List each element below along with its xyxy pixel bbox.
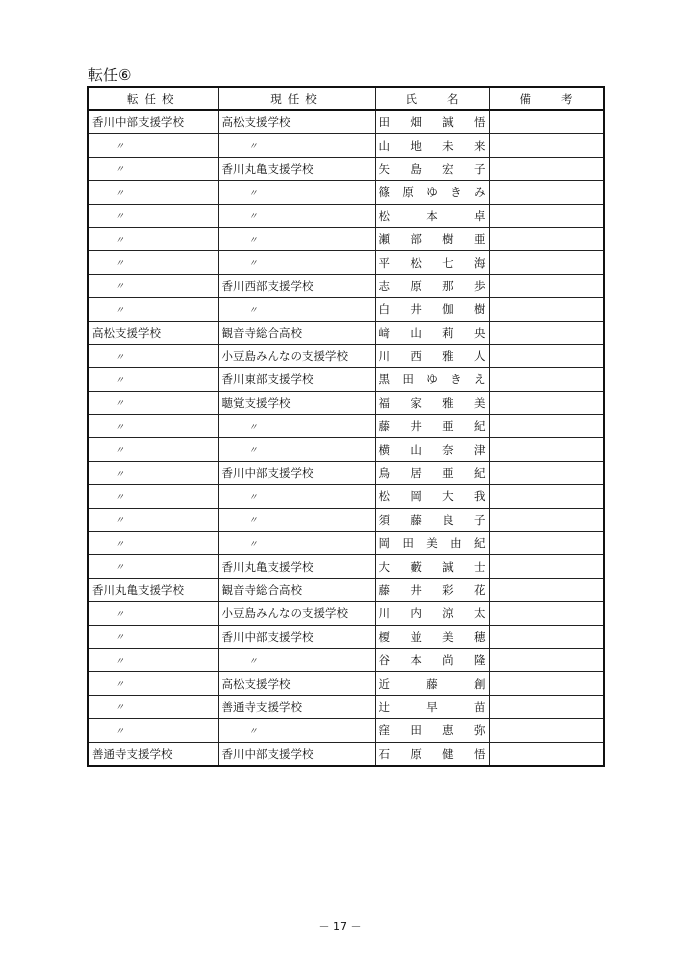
name-cell: [375, 438, 489, 461]
name-char: 松: [410, 255, 422, 270]
name-char: 奈: [442, 442, 454, 457]
table-row: [88, 695, 604, 718]
current-school-cell: 小豆島みんなの支援学校: [218, 602, 375, 625]
current-school-cell: 香川中部支援学校: [218, 461, 375, 484]
name-char: み: [474, 185, 486, 200]
name-char: 大: [378, 559, 390, 574]
name-cell: [375, 344, 489, 367]
transfer-to-cell: 〃: [88, 695, 218, 718]
current-school-cell: 高松支援学校: [218, 672, 375, 695]
name-cell: [375, 204, 489, 227]
name-chars: [379, 629, 486, 645]
name-char: 美: [442, 629, 454, 644]
name-char: 央: [473, 325, 486, 340]
remarks-cell: [489, 742, 604, 766]
name-chars: [379, 208, 486, 224]
table-row: [88, 251, 604, 274]
name-char: 井: [410, 419, 422, 434]
name-char: 涼: [442, 606, 454, 621]
current-school-cell: 観音寺総合高校: [218, 578, 375, 601]
transfer-to-cell: 〃: [88, 461, 218, 484]
remarks-cell: [489, 461, 604, 484]
current-school-cell: 聴覚支援学校: [218, 391, 375, 414]
name-char: 創: [474, 676, 486, 691]
name-cell: [375, 508, 489, 531]
name-char: 近: [378, 676, 390, 691]
name-char: 藤: [378, 583, 390, 597]
name-cell: [375, 274, 489, 297]
name-cell: [375, 532, 489, 555]
name-char: 鳥: [378, 466, 390, 481]
table-row: [88, 134, 604, 157]
name-char: 井: [410, 583, 422, 597]
name-char: 花: [473, 583, 486, 597]
name-chars: [379, 255, 486, 271]
name-char: 樹: [473, 302, 486, 317]
remarks-cell: [489, 391, 604, 414]
name-chars: [379, 465, 486, 481]
name-char: 彩: [442, 583, 454, 597]
name-char: 田: [410, 723, 422, 738]
name-char: 居: [410, 466, 422, 481]
name-char: 須: [378, 512, 390, 527]
header-remarks: 備考: [489, 87, 604, 110]
name-char: 川: [378, 349, 390, 364]
name-char: 早: [426, 699, 438, 714]
name-char: 紀: [474, 536, 486, 551]
current-school-cell: 〃: [218, 227, 375, 250]
table-row: [88, 181, 604, 204]
table-row: [88, 625, 604, 648]
remarks-cell: [489, 719, 604, 742]
name-char: 人: [473, 349, 486, 364]
name-char: 松: [378, 208, 390, 223]
name-char: 岡: [410, 489, 422, 504]
current-school-cell: 〃: [218, 415, 375, 438]
name-cell: [375, 625, 489, 648]
transfer-to-cell: 〃: [88, 204, 218, 227]
current-school-cell: 〃: [218, 648, 375, 671]
table-row: [88, 438, 604, 461]
name-char: ゆ: [426, 185, 438, 200]
name-char: 恵: [442, 723, 454, 738]
name-char: 篠: [378, 185, 390, 200]
name-cell: [375, 555, 489, 578]
remarks-cell: [489, 274, 604, 297]
name-chars: [379, 395, 486, 411]
name-char: 白: [378, 302, 390, 317]
remarks-cell: [489, 648, 604, 671]
table-row: [88, 157, 604, 180]
name-chars: [379, 114, 486, 130]
table-row: [88, 461, 604, 484]
name-char: 樹: [442, 232, 454, 247]
name-char: 雅: [442, 395, 454, 410]
transfer-to-cell: 〃: [88, 251, 218, 274]
name-char: 平: [378, 255, 390, 270]
transfer-to-cell: 香川丸亀支援学校: [88, 578, 218, 601]
name-cell: [375, 391, 489, 414]
remarks-cell: [489, 321, 604, 344]
name-chars: [379, 371, 486, 387]
name-char: 美: [473, 395, 486, 410]
name-char: 子: [473, 161, 486, 176]
name-char: 松: [378, 489, 390, 504]
name-chars: [379, 442, 486, 458]
transfer-table: [87, 86, 605, 767]
transfer-to-cell: 〃: [88, 625, 218, 648]
current-school-cell: 〃: [218, 251, 375, 274]
transfer-to-cell: 〃: [88, 368, 218, 391]
name-cell: [375, 181, 489, 204]
remarks-cell: [489, 204, 604, 227]
name-cell: [375, 578, 489, 601]
name-chars: [379, 161, 486, 177]
name-char: き: [450, 185, 462, 200]
name-char: 山: [410, 325, 422, 340]
name-cell: [375, 227, 489, 250]
name-char: 太: [473, 606, 486, 621]
name-char: 並: [410, 629, 422, 644]
transfer-to-cell: 〃: [88, 157, 218, 180]
name-char: 家: [410, 395, 422, 410]
current-school-cell: 香川西部支援学校: [218, 274, 375, 297]
name-char: 誠: [442, 559, 454, 574]
name-char: 尚: [442, 653, 454, 668]
name-char: 岡: [378, 536, 390, 551]
remarks-cell: [489, 578, 604, 601]
table-row: [88, 532, 604, 555]
table-row: [88, 110, 604, 134]
name-char: 山: [378, 138, 390, 153]
name-char: 大: [442, 489, 454, 504]
table-row: [88, 648, 604, 671]
current-school-cell: 〃: [218, 438, 375, 461]
name-cell: [375, 251, 489, 274]
name-cell: [375, 368, 489, 391]
name-char: 島: [410, 161, 422, 176]
current-school-cell: 〃: [218, 134, 375, 157]
name-char: 福: [378, 395, 390, 410]
table-row: [88, 274, 604, 297]
table-row: [88, 368, 604, 391]
table-row: [88, 227, 604, 250]
name-char: 瀬: [378, 232, 390, 247]
name-chars: [379, 676, 486, 692]
name-char: 歩: [473, 278, 486, 293]
table-row: [88, 321, 604, 344]
name-char: 本: [410, 653, 422, 668]
transfer-to-cell: 〃: [88, 274, 218, 297]
name-char: 地: [410, 138, 422, 153]
name-chars: [379, 699, 486, 715]
name-char: 藪: [410, 559, 422, 574]
name-char: 川: [378, 606, 390, 621]
current-school-cell: 観音寺総合高校: [218, 321, 375, 344]
name-cell: [375, 134, 489, 157]
name-cell: [375, 742, 489, 766]
section-title: 転任⑥: [88, 66, 132, 84]
transfer-to-cell: 〃: [88, 672, 218, 695]
name-char: 石: [378, 746, 390, 761]
current-school-cell: 〃: [218, 298, 375, 321]
name-char: 﨑: [378, 325, 390, 340]
current-school-cell: 善通寺支援学校: [218, 695, 375, 718]
name-char: 谷: [378, 653, 390, 668]
name-char: 悟: [473, 746, 486, 761]
current-school-cell: 香川丸亀支援学校: [218, 555, 375, 578]
name-chars: [379, 582, 486, 598]
name-char: 宏: [442, 161, 454, 176]
page-number: － 17 －: [318, 920, 362, 933]
name-char: 黒: [378, 372, 390, 387]
name-chars: [379, 512, 486, 528]
name-char: 志: [378, 278, 390, 293]
current-school-cell: 香川中部支援学校: [218, 625, 375, 648]
remarks-cell: [489, 602, 604, 625]
remarks-cell: [489, 181, 604, 204]
transfer-to-cell: 〃: [88, 227, 218, 250]
name-cell: [375, 321, 489, 344]
name-cell: [375, 695, 489, 718]
transfer-to-cell: 〃: [88, 344, 218, 367]
name-cell: [375, 672, 489, 695]
name-char: 井: [410, 302, 422, 317]
current-school-cell: 〃: [218, 181, 375, 204]
name-char: 亜: [442, 466, 454, 481]
name-char: 亜: [442, 419, 454, 434]
name-char: 内: [410, 606, 422, 621]
name-char: 七: [442, 255, 454, 270]
remarks-cell: [489, 298, 604, 321]
name-chars: [379, 184, 486, 200]
name-char: 弥: [473, 723, 486, 738]
name-chars: [379, 278, 486, 294]
remarks-cell: [489, 508, 604, 531]
transfer-to-cell: 高松支援学校: [88, 321, 218, 344]
name-cell: [375, 461, 489, 484]
transfer-to-cell: 〃: [88, 508, 218, 531]
name-char: 我: [473, 489, 486, 504]
remarks-cell: [489, 555, 604, 578]
name-char: 本: [426, 208, 438, 223]
name-cell: [375, 415, 489, 438]
name-char: き: [450, 372, 462, 387]
name-char: 津: [473, 442, 486, 457]
current-school-cell: 〃: [218, 508, 375, 531]
name-char: 士: [473, 559, 486, 574]
name-char: 那: [442, 278, 454, 293]
name-cell: [375, 110, 489, 134]
name-char: 原: [402, 185, 414, 200]
name-chars: [379, 535, 486, 551]
name-char: 藤: [378, 419, 390, 434]
name-char: 辻: [378, 699, 390, 714]
name-char: 苗: [474, 699, 486, 714]
name-char: 榎: [378, 629, 390, 644]
transfer-to-cell: 香川中部支援学校: [88, 110, 218, 134]
name-char: 伽: [442, 302, 454, 317]
current-school-cell: 香川中部支援学校: [218, 742, 375, 766]
remarks-cell: [489, 438, 604, 461]
name-chars: [379, 559, 486, 575]
name-char: 雅: [442, 349, 454, 364]
current-school-cell: 〃: [218, 485, 375, 508]
name-chars: [379, 231, 486, 247]
current-school-cell: 〃: [218, 532, 375, 555]
name-char: 来: [473, 138, 486, 153]
name-char: 田: [402, 536, 414, 551]
name-char: ゆ: [426, 372, 438, 387]
name-char: 山: [410, 442, 422, 457]
name-char: 悟: [473, 115, 486, 130]
remarks-cell: [489, 485, 604, 508]
name-char: 紀: [473, 466, 486, 481]
name-chars: [379, 746, 486, 762]
remarks-cell: [489, 344, 604, 367]
name-char: 莉: [442, 325, 454, 340]
name-cell: [375, 602, 489, 625]
name-chars: [379, 722, 486, 738]
name-char: 横: [378, 442, 390, 457]
header-current-school: 現任校: [218, 87, 375, 110]
name-char: 隆: [473, 653, 486, 668]
name-cell: [375, 648, 489, 671]
name-char: 西: [410, 349, 422, 364]
name-char: 穂: [473, 629, 486, 644]
transfer-to-cell: 〃: [88, 602, 218, 625]
name-chars: [379, 418, 486, 434]
transfer-to-cell: 〃: [88, 648, 218, 671]
table-row: [88, 742, 604, 766]
table-header-row: [88, 87, 604, 110]
table-row: [88, 578, 604, 601]
remarks-cell: [489, 695, 604, 718]
table-row: [88, 485, 604, 508]
remarks-cell: [489, 532, 604, 555]
remarks-cell: [489, 251, 604, 274]
current-school-cell: 高松支援学校: [218, 110, 375, 134]
name-char: え: [474, 372, 486, 387]
remarks-cell: [489, 368, 604, 391]
name-chars: [379, 138, 486, 154]
name-chars: [379, 488, 486, 504]
transfer-to-cell: 善通寺支援学校: [88, 742, 218, 766]
name-char: 亜: [473, 232, 486, 247]
current-school-cell: 香川東部支援学校: [218, 368, 375, 391]
name-char: 良: [442, 512, 454, 527]
name-char: 誠: [442, 115, 454, 130]
transfer-to-cell: 〃: [88, 532, 218, 555]
name-chars: [379, 325, 486, 341]
table-row: [88, 415, 604, 438]
transfer-to-cell: 〃: [88, 134, 218, 157]
name-cell: [375, 485, 489, 508]
name-char: 由: [450, 536, 462, 551]
name-char: 畑: [410, 115, 422, 130]
name-char: 子: [473, 512, 486, 527]
table-row: [88, 391, 604, 414]
name-char: 田: [378, 115, 390, 130]
name-char: 原: [410, 278, 422, 293]
name-cell: [375, 298, 489, 321]
transfer-to-cell: 〃: [88, 438, 218, 461]
name-char: 田: [402, 372, 414, 387]
table-row: [88, 672, 604, 695]
transfer-to-cell: 〃: [88, 719, 218, 742]
current-school-cell: 小豆島みんなの支援学校: [218, 344, 375, 367]
remarks-cell: [489, 157, 604, 180]
name-char: 矢: [378, 161, 390, 176]
name-char: 紀: [473, 419, 486, 434]
name-char: 卓: [474, 208, 486, 223]
current-school-cell: 〃: [218, 204, 375, 227]
header-name: 氏名: [375, 87, 489, 110]
name-chars: [379, 348, 486, 364]
name-char: 原: [410, 746, 422, 761]
current-school-cell: 〃: [218, 719, 375, 742]
remarks-cell: [489, 672, 604, 695]
remarks-cell: [489, 625, 604, 648]
transfer-to-cell: 〃: [88, 415, 218, 438]
table-row: [88, 602, 604, 625]
table-row: [88, 719, 604, 742]
remarks-cell: [489, 110, 604, 134]
name-chars: [379, 652, 486, 668]
current-school-cell: 香川丸亀支援学校: [218, 157, 375, 180]
name-cell: [375, 157, 489, 180]
table-row: [88, 298, 604, 321]
name-char: 美: [426, 536, 438, 551]
table-row: [88, 555, 604, 578]
name-char: 未: [442, 138, 454, 153]
table-row: [88, 508, 604, 531]
name-char: 藤: [426, 676, 438, 691]
transfer-to-cell: 〃: [88, 485, 218, 508]
name-char: 海: [473, 255, 486, 270]
name-cell: [375, 719, 489, 742]
name-chars: [379, 605, 486, 621]
transfer-to-cell: 〃: [88, 298, 218, 321]
transfer-to-cell: 〃: [88, 181, 218, 204]
remarks-cell: [489, 134, 604, 157]
name-char: 窪: [378, 723, 390, 738]
name-char: 藤: [410, 512, 422, 527]
remarks-cell: [489, 415, 604, 438]
name-chars: [379, 301, 486, 317]
remarks-cell: [489, 227, 604, 250]
transfer-to-cell: 〃: [88, 391, 218, 414]
table-row: [88, 344, 604, 367]
transfer-to-cell: 〃: [88, 555, 218, 578]
header-transfer-to: 転任校: [88, 87, 218, 110]
table-row: [88, 204, 604, 227]
name-char: 部: [410, 232, 422, 247]
name-char: 健: [442, 746, 454, 761]
